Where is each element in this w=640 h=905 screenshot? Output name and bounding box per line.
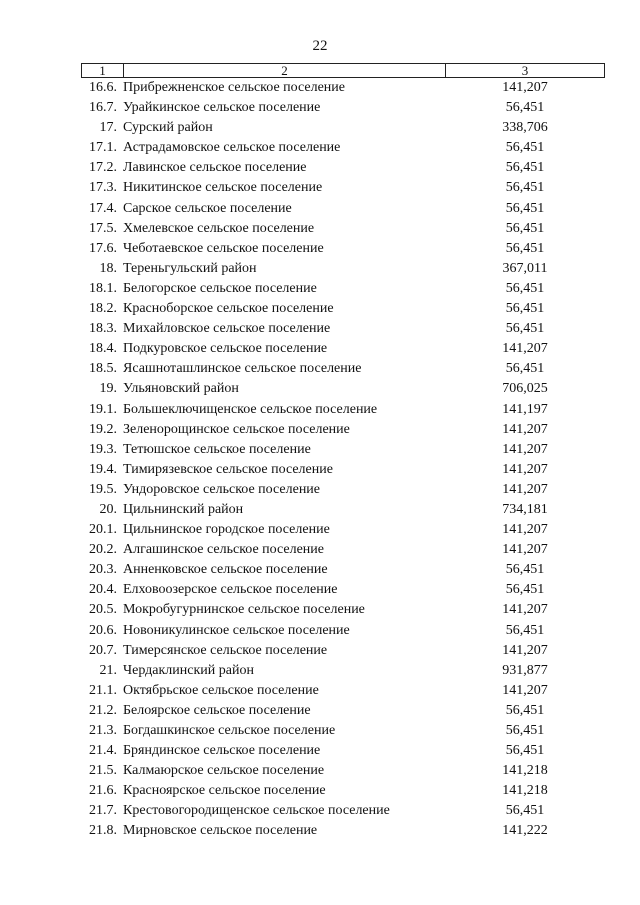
- table-row: [81, 160, 605, 180]
- row-name: Белоярское сельское поселение: [123, 702, 311, 718]
- table-body: [81, 80, 605, 844]
- row-value: 141,222: [502, 823, 548, 839]
- row-number: 21.3.: [89, 723, 117, 738]
- row-number: 18.2.: [89, 301, 117, 317]
- row-name: Белогорское сельское поселение: [123, 280, 317, 296]
- row-value: 56,451: [505, 361, 545, 377]
- table-row: [81, 241, 605, 261]
- row-number: 17.4.: [89, 200, 117, 216]
- row-value: 56,451: [505, 100, 545, 116]
- row-number: 21.7.: [89, 803, 117, 819]
- row-value: 141,207: [502, 341, 548, 357]
- row-value: 141,207: [502, 522, 548, 538]
- table-row: [81, 743, 605, 763]
- row-value: 141,207: [502, 481, 548, 497]
- table-row: [81, 422, 605, 442]
- row-number: 17.6.: [89, 240, 117, 256]
- row-number: 17.3.: [89, 180, 117, 196]
- row-name: Тетюшское сельское поселение: [123, 441, 311, 457]
- table-row: [81, 180, 605, 200]
- table-row: [81, 261, 605, 281]
- row-name: Красноборское сельское поселение: [123, 301, 334, 317]
- row-number: 20.6.: [89, 622, 117, 638]
- row-name: Цильнинский район: [123, 501, 244, 517]
- row-value: 56,451: [505, 321, 545, 337]
- row-number: 21.1.: [89, 682, 117, 698]
- row-name: Подкуровское сельское поселение: [123, 341, 328, 357]
- table-row: [81, 703, 605, 723]
- table-row: [81, 80, 605, 100]
- row-value: 56,451: [505, 702, 545, 718]
- table-row: [81, 602, 605, 622]
- table-row: [81, 643, 605, 663]
- row-name: Хмелевское сельское поселение: [123, 220, 315, 236]
- table-row: [81, 381, 605, 401]
- row-name: Большеключищенское сельское поселение: [123, 401, 378, 417]
- row-number: 19.: [99, 381, 117, 397]
- table-row: [81, 582, 605, 602]
- table-row: [81, 763, 605, 783]
- row-number: 20.5.: [89, 602, 117, 618]
- row-number: 19.2.: [89, 421, 117, 437]
- row-name: Ундоровское сельское поселение: [123, 481, 321, 497]
- table-row: [81, 502, 605, 522]
- row-value: 56,451: [505, 803, 545, 819]
- row-number: 17.1.: [89, 140, 117, 156]
- row-value: 141,218: [502, 763, 548, 779]
- row-value: 56,451: [505, 180, 545, 196]
- table-row: [81, 321, 605, 341]
- table-row: [81, 221, 605, 241]
- row-value: 141,207: [502, 682, 548, 698]
- table-row: [81, 120, 605, 140]
- table-row: [81, 140, 605, 160]
- row-name: Елховоозерское сельское поселение: [123, 582, 338, 598]
- header-col-3: 3: [521, 63, 529, 78]
- row-value: 141,207: [502, 421, 548, 437]
- row-value: 141,197: [502, 401, 548, 417]
- table-row: [81, 783, 605, 803]
- table-row: [81, 623, 605, 643]
- row-value: 56,451: [505, 723, 545, 738]
- table-row: [81, 361, 605, 381]
- table-row: [81, 402, 605, 422]
- row-name: Крестовогородищенское сельское поселение: [123, 803, 390, 819]
- row-number: 17.: [99, 120, 117, 136]
- row-value: 141,207: [502, 642, 548, 658]
- row-name: Анненковское сельское поселение: [123, 562, 328, 578]
- row-number: 20.3.: [89, 562, 117, 578]
- row-number: 18.: [99, 260, 117, 276]
- row-value: 141,207: [502, 602, 548, 618]
- row-value: 56,451: [505, 160, 545, 176]
- row-number: 21.6.: [89, 783, 117, 799]
- row-number: 20.: [99, 501, 117, 517]
- row-number: 17.2.: [89, 160, 117, 176]
- row-value: 56,451: [505, 301, 545, 317]
- table-row: [81, 462, 605, 482]
- table-row: [81, 442, 605, 462]
- table-row: [81, 562, 605, 582]
- row-value: 56,451: [505, 240, 545, 256]
- row-value: 141,207: [502, 80, 548, 95]
- page-number: 22: [312, 38, 328, 54]
- row-value: 338,706: [502, 120, 548, 136]
- row-name: Лавинское сельское поселение: [123, 160, 307, 176]
- row-name: Михайловское сельское поселение: [123, 321, 331, 337]
- row-name: Цильнинское городское поселение: [123, 522, 330, 538]
- row-number: 20.2.: [89, 542, 117, 558]
- row-name: Чеботаевское сельское поселение: [123, 240, 324, 256]
- row-number: 19.1.: [89, 401, 117, 417]
- row-name: Мирновское сельское поселение: [123, 823, 318, 839]
- row-number: 20.4.: [89, 582, 117, 598]
- row-number: 21.2.: [89, 702, 117, 718]
- table-row: [81, 542, 605, 562]
- table-row: [81, 723, 605, 743]
- row-number: 21.: [99, 662, 117, 678]
- row-value: 734,181: [502, 501, 548, 517]
- table-row: [81, 301, 605, 321]
- row-value: 141,207: [502, 441, 548, 457]
- table-row: [81, 341, 605, 361]
- row-number: 16.6.: [89, 80, 117, 95]
- table-row: [81, 803, 605, 823]
- table-row: [81, 281, 605, 301]
- row-number: 18.4.: [89, 341, 117, 357]
- row-value: 56,451: [505, 200, 545, 216]
- row-number: 19.3.: [89, 441, 117, 457]
- row-name: Никитинское сельское поселение: [123, 180, 323, 196]
- row-number: 20.1.: [89, 522, 117, 538]
- row-name: Алгашинское сельское поселение: [123, 542, 325, 558]
- row-name: Красноярское сельское поселение: [123, 783, 326, 799]
- row-name: Новоникулинское сельское поселение: [123, 622, 350, 638]
- row-number: 21.5.: [89, 763, 117, 779]
- row-number: 18.1.: [89, 280, 117, 296]
- row-number: 18.3.: [89, 321, 117, 337]
- header-col-2: 2: [124, 64, 446, 77]
- row-number: 21.4.: [89, 743, 117, 759]
- row-name: Ясашноташлинское сельское поселение: [123, 361, 362, 377]
- row-name: Бряндинское сельское поселение: [123, 743, 321, 759]
- table-row: [81, 100, 605, 120]
- table-row: [81, 823, 605, 843]
- header-col-1: 1: [82, 64, 124, 77]
- row-number: 21.8.: [89, 823, 117, 839]
- row-number: 19.4.: [89, 461, 117, 477]
- table-row: [81, 522, 605, 542]
- row-number: 20.7.: [89, 642, 117, 658]
- row-name: Сурский район: [123, 120, 213, 136]
- row-value: 931,877: [502, 662, 548, 678]
- row-name: Чердаклинский район: [123, 662, 254, 678]
- row-value: 56,451: [505, 743, 545, 759]
- table-header: [81, 63, 605, 78]
- row-value: 56,451: [505, 140, 545, 156]
- row-name: Прибрежненское сельское поселение: [123, 80, 345, 95]
- row-number: 19.5.: [89, 481, 117, 497]
- table-row: [81, 482, 605, 502]
- row-value: 706,025: [502, 381, 548, 397]
- row-name: Тереньгульский район: [123, 260, 257, 276]
- row-value: 141,218: [502, 783, 548, 799]
- allocation-table: [81, 63, 605, 844]
- row-value: 56,451: [505, 220, 545, 236]
- row-name: Октябрьское сельское поселение: [123, 682, 319, 698]
- row-name: Тимирязевское сельское поселение: [123, 461, 333, 477]
- row-name: Тимерсянское сельское поселение: [123, 642, 328, 658]
- row-value: 56,451: [505, 622, 545, 638]
- row-name: Калмаюрское сельское поселение: [123, 763, 325, 779]
- row-name: Зеленорощинское сельское поселение: [123, 421, 350, 437]
- table-row: [81, 663, 605, 683]
- row-name: Ульяновский район: [123, 381, 239, 397]
- row-value: 56,451: [505, 280, 545, 296]
- row-name: Сарское сельское поселение: [123, 200, 292, 216]
- row-value: 367,011: [502, 260, 548, 276]
- row-number: 17.5.: [89, 220, 117, 236]
- row-value: 56,451: [505, 582, 545, 598]
- row-number: 18.5.: [89, 361, 117, 377]
- row-value: 56,451: [505, 562, 545, 578]
- row-name: Астрадамовское сельское поселение: [123, 140, 341, 156]
- row-value: 141,207: [502, 542, 548, 558]
- row-number: 16.7.: [89, 100, 117, 116]
- table-row: [81, 683, 605, 703]
- row-name: Мокробугурнинское сельское поселение: [123, 602, 365, 618]
- row-name: Богдашкинское сельское поселение: [123, 723, 336, 738]
- row-value: 141,207: [502, 461, 548, 477]
- table-row: [81, 201, 605, 221]
- row-name: Урайкинское сельское поселение: [123, 100, 321, 116]
